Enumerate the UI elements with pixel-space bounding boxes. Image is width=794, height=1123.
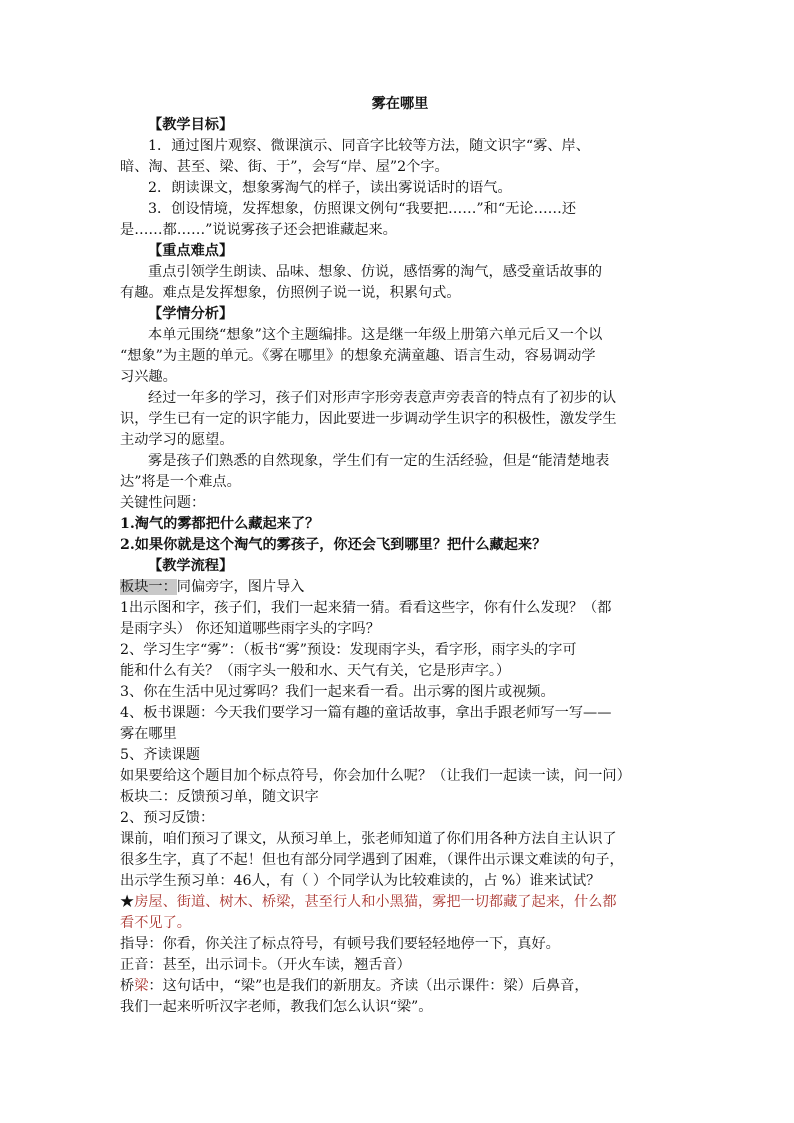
analysis-line: 雾是孩子们熟悉的自然现象，学生们有一定的生活经验，但是“能清楚地表 [148, 453, 610, 469]
analysis-line: 达”将是一个难点。 [120, 474, 241, 490]
section-process: 【教学流程】 [148, 558, 234, 574]
highlight-sentence-text: 房屋、街道、树木、桥梁，甚至行人和小黑猫，雾把一切都藏了起来，什么都 [134, 894, 617, 910]
analysis-line: 经过一年多的学习，孩子们对形声字形旁表意声旁表音的特点有了初步的认 [148, 390, 617, 406]
difficulty-line: 有趣。难点是发挥想象，仿照例子说一说，积累句式。 [120, 285, 461, 301]
goal-line: 1．通过图片观察、微课演示、同音字比较等方法，随文识字“雾、岸、 [148, 138, 590, 154]
goal-line: 是……都……”说说雾孩子还会把谁藏起来。 [120, 222, 397, 238]
analysis-line: 习兴趣。 [120, 369, 177, 385]
doc-title: 雾在哪里 [371, 96, 429, 112]
goal-line: 3．创设情境，发挥想象，仿照课文例句“我要把……”和“无论……还 [148, 201, 577, 217]
block2-line: 课前，咱们预习了课文，从预习单上，张老师知道了你们用各种方法自主认识了 [120, 831, 617, 847]
analysis-line: “想象”为主题的单元。《雾在哪里》的想象充满童趣、语言生动，容易调动学 [120, 348, 596, 364]
block1-heading [120, 577, 680, 598]
last-line: 我们一起来听听汉字老师，教我们怎么认识“梁”。 [120, 999, 433, 1015]
block1-line: 4、板书课题：今天我们要学习一篇有趣的童话故事，拿出手跟老师写一写—— [120, 705, 612, 721]
key-questions-label: 关键性问题： [120, 495, 206, 511]
difficulty-line: 重点引领学生朗读、品味、想象、仿说，感悟雾的淘气，感受童话故事的 [148, 264, 603, 280]
char-liang: 梁 [134, 978, 149, 994]
block2-line: 很多生字，真了不起！但也有部分同学遇到了困难，（课件出示课文难读的句子， [120, 852, 624, 868]
block1-line: 如果要给这个题目加个标点符号，你会加什么呢？（让我们一起读一读，问一问） [120, 768, 631, 784]
block1-line: 能和什么有关？（雨字头一般和水、天气有关，它是形声字。） [120, 663, 511, 679]
highlight-sentence-cont: 看不见了。 [120, 915, 191, 931]
block1-line: 3、你在生活中见过雾吗？我们一起来看一看。出示雾的图片或视频。 [120, 684, 555, 700]
block1-line: 5、齐读课题 [120, 747, 200, 763]
block2-line: 2、预习反馈： [120, 810, 215, 826]
liang-line [120, 976, 680, 997]
star-icon: ★ [120, 894, 135, 910]
block2-line: 出示学生预习单：46人，有（ ）个同学认为比较难读的，占 %）谁来试试？ [120, 873, 601, 889]
block1-line: 是雨字头） 你还知道哪些雨字头的字吗？ [120, 621, 380, 637]
analysis-line: 主动学习的愿望。 [120, 432, 234, 448]
block1-label: 板块一： [120, 579, 177, 595]
document-page [120, 94, 680, 1018]
liang-line-text: ：这句话中，“梁”也是我们的新朋友。齐读（出示课件：梁）后鼻音， [148, 978, 589, 994]
highlight-sentence [120, 892, 680, 913]
section-goals: 【教学目标】 [148, 117, 234, 133]
analysis-line: 本单元围绕“想象”这个主题编排。这是继一年级上册第六单元后又一个以 [148, 327, 603, 343]
key-question: 1.淘气的雾都把什么藏起来了？ [120, 516, 320, 532]
key-question: 2.如果你就是这个淘气的雾孩子，你还会飞到哪里？把什么藏起来？ [120, 537, 547, 553]
analysis-line: 识，学生已有一定的识字能力，因此要进一步调动学生识字的积极性，激发学生 [120, 411, 617, 427]
block1-line: 2、学习生字“雾”：（板书“雾”预设：发现雨字头，看字形，雨字头的字可 [120, 642, 577, 658]
pronunciation-line: 正音：甚至，出示词卡。（开火车读，翘舌音） [120, 957, 411, 973]
block1-line: 1出示图和字，孩子们，我们一起来猜一猜。看看这些字，你有什么发现？（都 [120, 600, 612, 616]
block1-line: 雾在哪里 [120, 726, 177, 742]
section-analysis: 【学情分析】 [148, 306, 234, 322]
goal-line: 暗、淘、甚至、梁、街、于”，会写“岸、屋”2个字。 [120, 159, 449, 175]
block2-heading: 板块二：反馈预习单，随文识字 [120, 789, 319, 805]
section-difficulty: 【重点难点】 [148, 243, 234, 259]
block1-title: 同偏旁字，图片导入 [176, 579, 305, 595]
guide-line: 指导：你看，你关注了标点符号，有顿号我们要轻轻地停一下，真好。 [120, 936, 560, 952]
goal-line: 2．朗读课文，想象雾淘气的样子，读出雾说话时的语气。 [148, 180, 512, 196]
char-qiao: 桥 [120, 978, 135, 994]
